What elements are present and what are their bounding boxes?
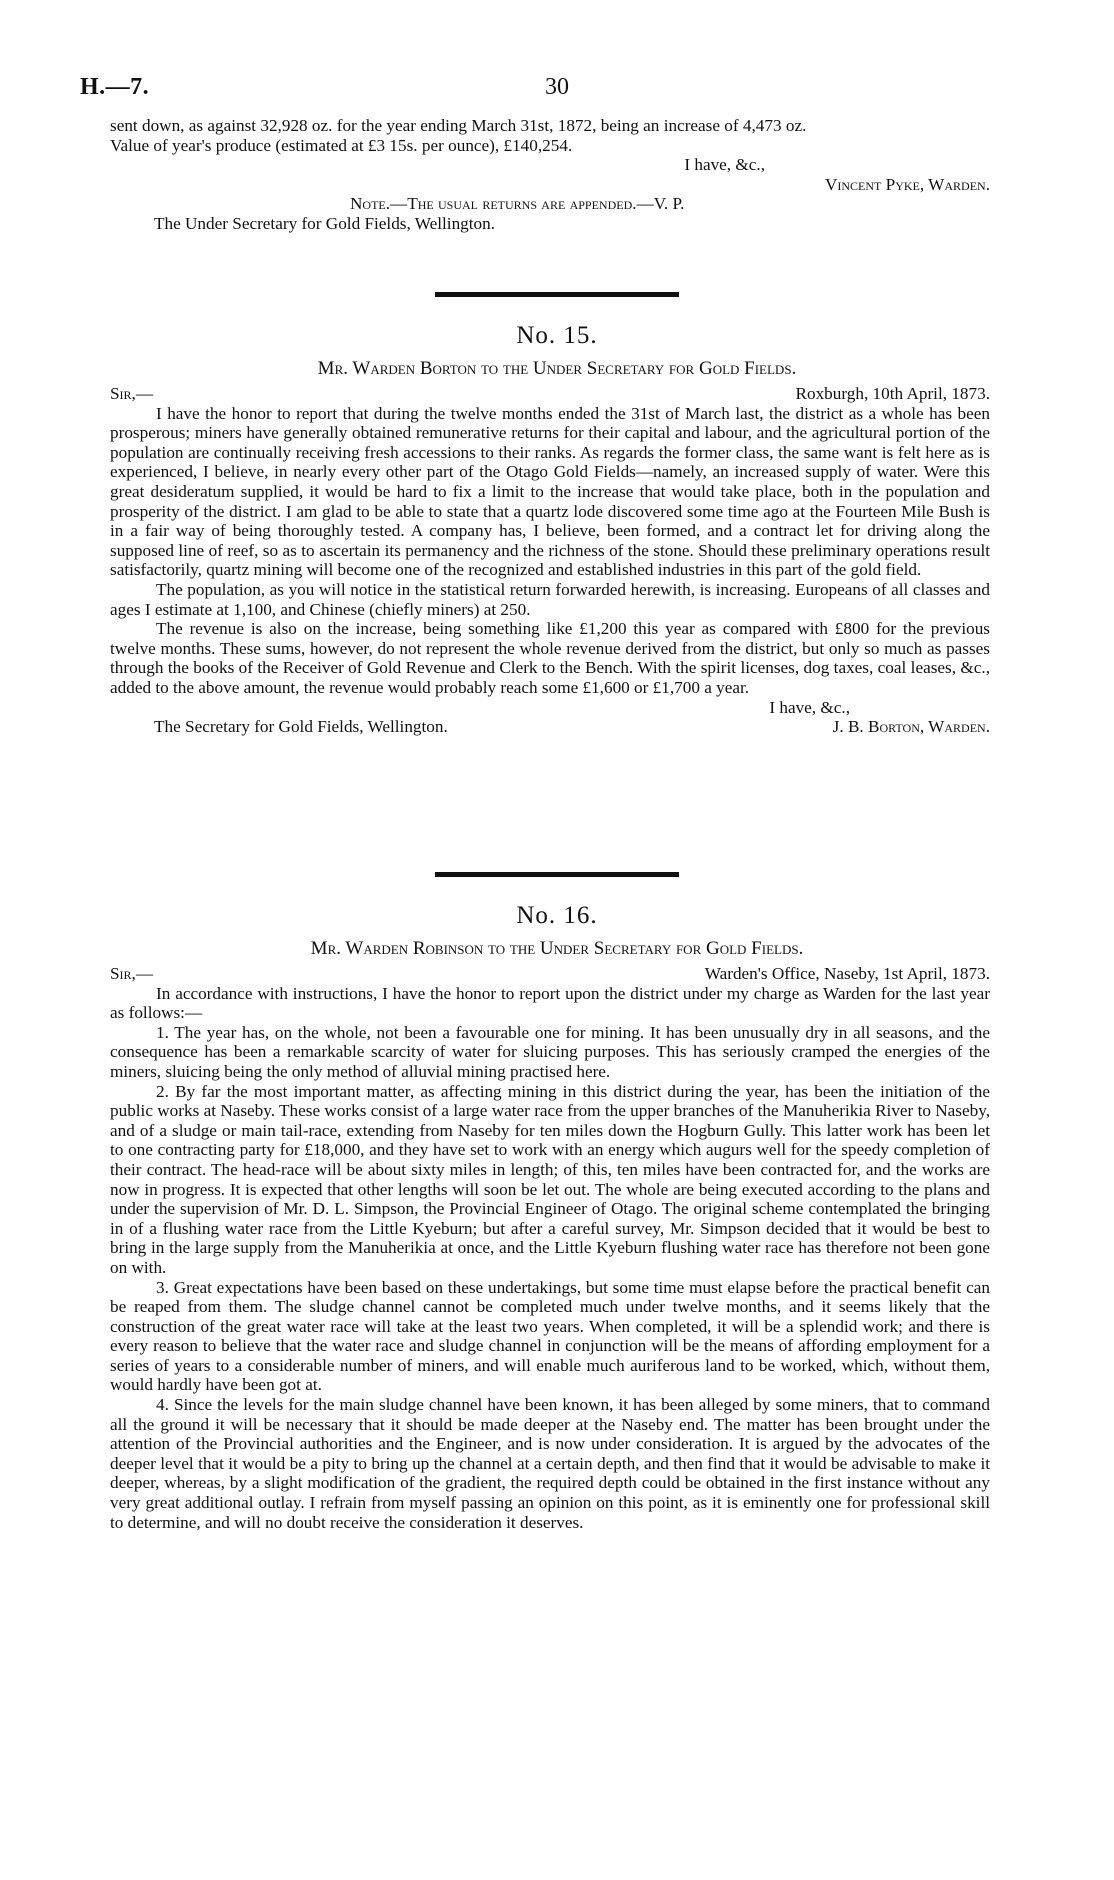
letter-16-number: No. 16. — [516, 902, 598, 929]
letter-16-paragraph-3: 3. Great expectations have been based on these undertakings, but some time must elapse before the practical benefit can be reaped from them. The sludge channel cannot be completed much under twelve months, and it seems likely that the construction of the great water race will take at the least two years. When completed, it will be a splendid work; and there is every reason to believe that the water race and sludge channel in conjunction will be the means of affording employment for a series of years to a considerable number of miners, and will enable much auriferous land to be worked, which, without them, would hardly have been got at. — [110, 1277, 990, 1395]
previous-letter — [110, 116, 990, 234]
letter-16-heading: Mr. Warden Robinson to the Under Secretary for Gold Fields. — [310, 938, 804, 959]
letter-16-paragraph-1: 1. The year has, on the whole, not been a favourable one for mining. It has been unusually dry in all seasons, and the consequence has been a remarkable scarcity of water for sluicing purposes. This has seriously cramped the energies of the miners, sluicing being the only method of alluvial mining practised here. — [110, 1022, 990, 1081]
letter-15-paragraph-3: The revenue is also on the increase, being something like £1,200 this year as compared with £800 for the previous twelve months. These sums, however, do not represent the whole revenue derived from the district, but only so much as passes through the books of the Receiver of Gold Revenue and Clerk to the Bench. With the spirit licenses, dog taxes, coal leases, &c., added to the above amount, the revenue would probably reach some £1,600 or £1,700 a year. — [110, 619, 990, 697]
page-number: 30 — [545, 74, 569, 100]
previous-letter-addressee: The Under Secretary for Gold Fields, Wellington. — [154, 213, 496, 233]
letter-15-salutation-row — [110, 384, 990, 404]
letter-16-body — [110, 964, 990, 1532]
section-rule — [435, 872, 679, 877]
previous-letter-signature: Vincent Pyke, Warden. — [824, 174, 990, 194]
previous-letter-note: Note.—The usual returns are appended.—V. P. — [350, 194, 685, 214]
letter-16-paragraph-2: 2. By far the most important matter, as affecting mining in this district during the year, has been the initiation of the public works at Naseby. These works consist of a large water race from the upper branches of the Manuherikia River to Naseby, and of a sludge or main tail-race, extending from Naseby for ten miles down the Hogburn Gully. This latter work has been let to one contracting party for £18,000, and they have set to work with an energy which augurs well for the speedy completion of their contract. The head-race will be about sixty miles in length; of this, ten miles have been contracted for, and the works are now in progress. It is expected that other lengths will soon be let out. The whole are being executed according to the plans and under the supervision of Mr. D. L. Simpson, the Provincial Engineer of Otago. The original scheme contemplated the bringing in of a flushing water race from the Little Kyeburn; but after a careful survey, Mr. Simpson decided that it would be best to bring in the large supply from the Manuherikia at once, and the Little Kyeburn flushing water race has therefore not been gone on with. — [110, 1081, 990, 1277]
letter-15-addressee: The Secretary for Gold Fields, Wellington. — [154, 717, 448, 737]
letter-16-paragraph-4: 4. Since the levels for the main sludge channel have been known, it has been alleged by some miners, that to command all the ground it will be necessary that it should be made deeper at the Naseby end. The matter has been brought under the attention of the Provincial authorities and the Engineer, and is now under consideration. It is argued by the advocates of the deeper level that it would be a pity to bring up the channel at a certain depth, and then find that it would be advisable to make it deeper, whereas, by a slight modification of the gradient, the required depth could be obtained in the first instance without any very great additional outlay. I refrain from myself passing an opinion on this point, as it is eminently one for professional skill to determine, and will no doubt receive the consideration it deserves. — [110, 1395, 990, 1532]
letter-16-paragraph-intro: In accordance with instructions, I have the honor to report upon the district under my charge as Warden for the last year as follows:— — [110, 983, 990, 1023]
letter-15-body — [110, 384, 990, 737]
letter-15-signature-row — [110, 717, 990, 737]
previous-letter-closing: I have, &c., — [684, 155, 765, 175]
letter-16-salutation-row — [110, 964, 990, 984]
letter-15-paragraph-2: The population, as you will notice in the statistical return forwarded herewith, is increasing. Europeans of all classes and ages I estimate at 1,100, and Chinese (chiefly miners) at 250. — [110, 579, 990, 619]
letter-15-signature: J. B. Borton, Warden. — [832, 717, 990, 737]
previous-letter-line-1: sent down, as against 32,928 oz. for the year ending March 31st, 1872, being an increase of 4,473 oz. — [110, 116, 807, 135]
previous-letter-line-2: Value of year's produce (estimated at £3 15s. per ounce), £140,254. — [110, 135, 573, 155]
section-rule — [435, 292, 679, 297]
report-code: H.—7. — [80, 74, 150, 100]
letter-16-place-date: Warden's Office, Naseby, 1st April, 1873. — [704, 964, 990, 983]
letter-15-closing: I have, &c., — [769, 697, 850, 717]
letter-15-salutation: Sir,— — [110, 384, 154, 403]
letter-16-salutation: Sir,— — [110, 964, 154, 983]
letter-15-place-date: Roxburgh, 10th April, 1873. — [795, 384, 990, 403]
letter-15-number: No. 15. — [516, 322, 598, 349]
letter-15-heading: Mr. Warden Borton to the Under Secretary for Gold Fields. — [317, 358, 797, 379]
letter-15-paragraph-1: I have the honor to report that during the twelve months ended the 31st of March last, the district as a whole has been prosperous; miners have generally obtained remunerative returns for their capital and labour, and the agricultural portion of the population are continually receiving fresh accessions to their ranks. As regards the former class, the same want is felt here as is experienced, I believe, in nearly every other part of the Otago Gold Fields—namely, an increased supply of water. Were this great desideratum supplied, it would be hard to fix a limit to the increase that would take place, both in the population and prosperity of the district. I am glad to be able to state that a quartz lode discovered some time ago at the Fourteen Mile Bush is in a fair way of being thoroughly tested. A company has, I believe, been formed, and a contract let for driving along the supposed line of reef, so as to ascertain its permanency and the richness of the stone. Should these preliminary operations result satisfactorily, quartz mining will become one of the recognized and established industries in this part of the gold field. — [110, 403, 990, 580]
